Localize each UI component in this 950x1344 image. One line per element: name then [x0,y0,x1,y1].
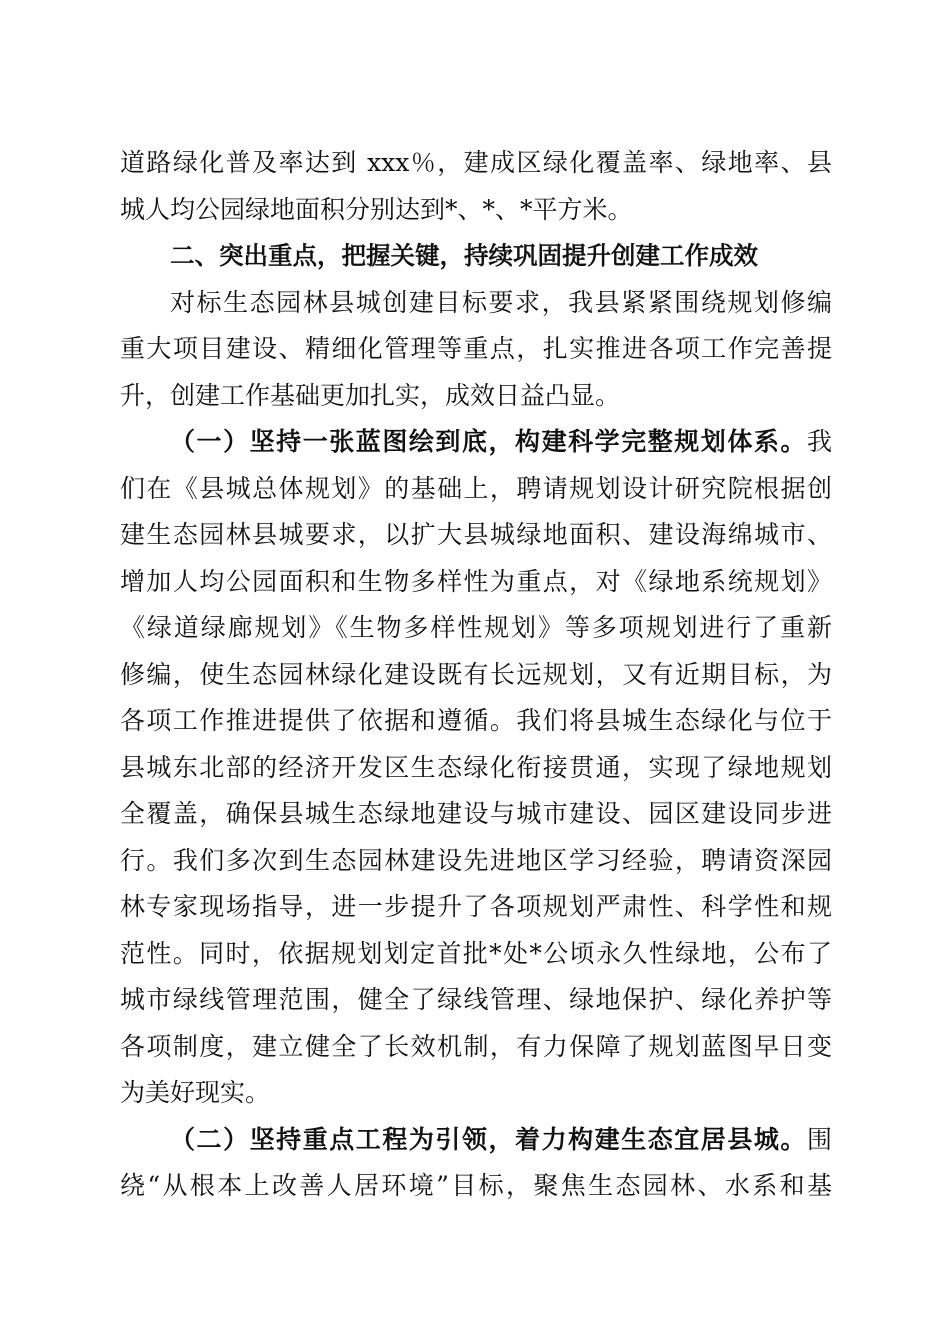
paragraph-line: 们在《县城总体规划》的基础上，聘请规划设计研究院根据创 [120,473,832,503]
paragraph-line: 为美好现实。 [120,1078,271,1107]
paragraph-line: 对标生态园林县城创建目标要求，我县紧紧围绕规划修编 [170,287,832,317]
paragraph-text: 我 [806,427,832,456]
paragraph-line: 修编，使生态园林绿化建设既有长远规划，又有近期目标，为 [120,659,832,689]
paragraph-line: 升，创建工作基础更加扎实，成效日益凸显。 [120,380,621,410]
paragraph-line: 县城东北部的经济开发区生态绿化衔接贯通，实现了绿地规划 [120,752,832,782]
paragraph-line: 城市绿线管理范围，健全了绿线管理、绿地保护、绿化养护等 [120,985,832,1014]
subsection-heading: （二）坚持重点工程为引领，着力构建生态宜居县城。 [170,1124,807,1154]
section-heading: 二、突出重点，把握关键，持续巩固提升创建工作成效 [170,241,758,270]
paragraph-line: 各项制度，建立健全了长效机制，有力保障了规划蓝图早日变 [120,1031,832,1061]
paragraph-line: 绕“从根本上改善人居环境”目标，聚焦生态园林、水系和基 [120,1171,832,1200]
paragraph-line: 全覆盖，确保县城生态绿地建设与城市建设、园区建设同步进 [120,799,832,828]
paragraph-line: 范性。同时，依据规划划定首批*处*公顷永久性绿地，公布了 [120,938,832,968]
paragraph-line: 各项工作推进提供了依据和遵循。我们将县城生态绿化与位于 [120,706,832,735]
subsection-heading: （一）坚持一张蓝图绘到底，构建科学完整规划体系。 [170,427,807,456]
paragraph-line: 行。我们多次到生态园林建设先进地区学习经验，聘请资深园 [120,845,832,875]
paragraph-line: 重大项目建设、精细化管理等重点，扎实推进各项工作完善提 [120,334,832,363]
paragraph-line: 《绿道绿廊规划》《生物多样性规划》等多项规划进行了重新 [120,613,832,642]
document-body [120,140,832,1210]
paragraph-line: 城人均公园绿地面积分别达到*、*、*平方米。 [120,194,633,224]
subsection-first-line [120,419,832,466]
paragraph-line: 增加人均公园面积和生物多样性为重点，对《绿地系统规划》 [120,566,832,596]
paragraph-text: 围 [806,1124,832,1154]
paragraph-line: 道路绿化普及率达到 xxx％，建成区绿化覆盖率、绿地率、县 [120,148,832,177]
paragraph-line: 建生态园林县城要求，以扩大县城绿地面积、建设海绵城市、 [120,520,832,549]
subsection-first-line [120,1117,832,1164]
paragraph-line: 林专家现场指导，进一步提升了各项规划严肃性、科学性和规 [120,892,832,921]
